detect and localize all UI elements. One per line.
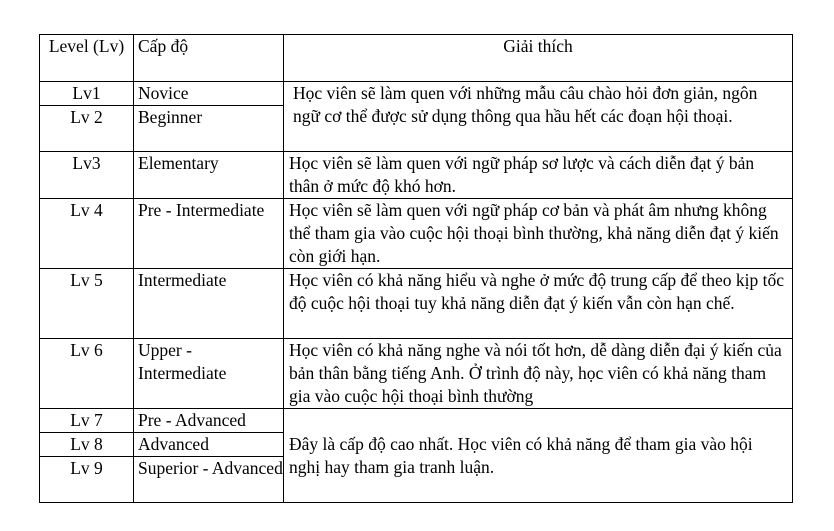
row-level: Lv 2 (40, 106, 134, 152)
header-level: Level (Lv) (40, 35, 134, 82)
row-level-name: Pre - Intermediate (134, 199, 284, 269)
row-level-name: Superior - Advanced (134, 457, 284, 503)
table-row (40, 409, 793, 433)
row-explanation: Học viên có khả năng hiểu và nghe ở mức độ trung cấp để theo kịp tốc độ cuộc hội thoại tuy khả năng diễn đạt ý kiến vẫn còn hạn chế. (284, 269, 793, 339)
row-level-name: Novice (134, 82, 284, 106)
row-level: Lv 4 (40, 199, 134, 269)
table-row (40, 269, 793, 339)
table-row (40, 199, 793, 269)
row-level-name: Elementary (134, 152, 284, 199)
row-level: Lv 7 (40, 409, 134, 433)
row-explanation: Đây là cấp độ cao nhất. Học viên có khả năng để tham gia vào hội nghị hay tham gia tranh luận. (284, 409, 793, 503)
row-level: Lv3 (40, 152, 134, 199)
row-level: Lv 9 (40, 457, 134, 503)
table-header-row (40, 35, 793, 82)
row-level: Lv 8 (40, 433, 134, 457)
table-row (40, 152, 793, 199)
header-explanation: Giải thích (284, 35, 793, 82)
row-level-name: Beginner (134, 106, 284, 152)
row-explanation: Học viên sẽ làm quen với những mẫu câu chào hỏi đơn giản, ngôn ngữ cơ thể được sử dụng thông qua hầu hết các đoạn hội thoại. (284, 82, 793, 152)
table-row (40, 82, 793, 106)
row-level-name: Upper - Intermediate (134, 339, 284, 409)
row-level-name: Advanced (134, 433, 284, 457)
row-explanation: Học viên có khả năng nghe và nói tốt hơn, dễ dàng diễn đại ý kiến của bản thân bằng tiếng Anh. Ở trình độ này, học viên có khả năng tham gia vào cuộc hội thoại bình thường (284, 339, 793, 409)
row-level-name: Pre - Advanced (134, 409, 284, 433)
level-table (39, 34, 793, 503)
table-row (40, 339, 793, 409)
row-level-name: Intermediate (134, 269, 284, 339)
header-level-name: Cấp độ (134, 35, 284, 82)
row-level: Lv1 (40, 82, 134, 106)
row-explanation: Học viên sẽ làm quen với ngữ pháp sơ lược và cách diễn đạt ý bản thân ở mức độ khó hơn. (284, 152, 793, 199)
row-level: Lv 5 (40, 269, 134, 339)
row-level: Lv 6 (40, 339, 134, 409)
row-explanation: Học viên sẽ làm quen với ngữ pháp cơ bản và phát âm nhưng không thể tham gia vào cuộc hội thoại bình thường, khả năng diễn đạt ý kiến còn giới hạn. (284, 199, 793, 269)
